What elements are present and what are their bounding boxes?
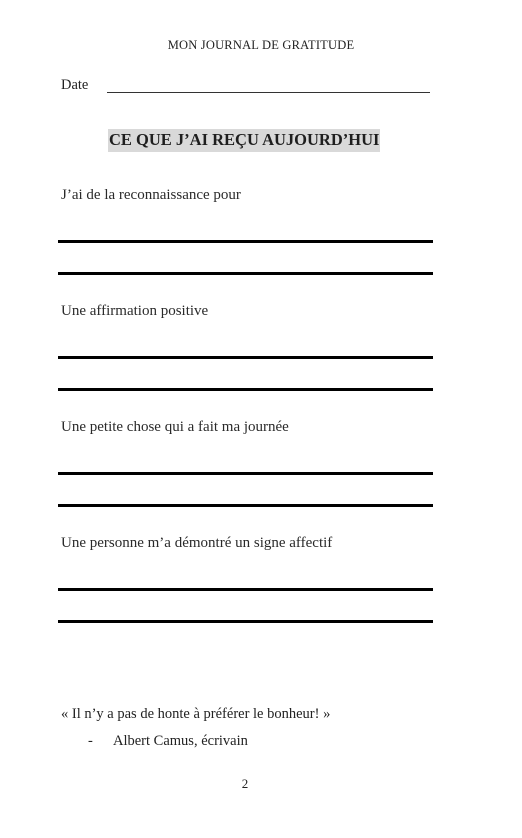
writing-line[interactable] xyxy=(58,240,433,243)
writing-line[interactable] xyxy=(58,588,433,591)
quote-text: « Il n’y a pas de honte à préférer le bonheur! » xyxy=(61,706,331,722)
section-title: CE QUE J’AI REÇU AUJOURD’HUI xyxy=(108,129,380,152)
writing-line[interactable] xyxy=(58,388,433,391)
quote-author: Albert Camus, écrivain xyxy=(113,733,248,749)
journal-header: MON JOURNAL DE GRATITUDE xyxy=(167,38,355,52)
writing-line[interactable] xyxy=(58,356,433,359)
prompt-affirmation: Une affirmation positive xyxy=(61,303,209,319)
writing-line[interactable] xyxy=(58,272,433,275)
date-label: Date xyxy=(61,77,89,93)
writing-line[interactable] xyxy=(58,620,433,623)
writing-line[interactable] xyxy=(58,472,433,475)
prompt-small-thing: Une petite chose qui a fait ma journée xyxy=(61,419,289,435)
page-number: 2 xyxy=(241,776,249,791)
quote-author-dash: - xyxy=(88,733,93,749)
writing-line[interactable] xyxy=(58,504,433,507)
prompt-gratitude: J’ai de la reconnaissance pour xyxy=(61,187,241,203)
prompt-person: Une personne m’a démontré un signe affectif xyxy=(61,535,333,551)
date-input-line[interactable] xyxy=(107,92,430,93)
